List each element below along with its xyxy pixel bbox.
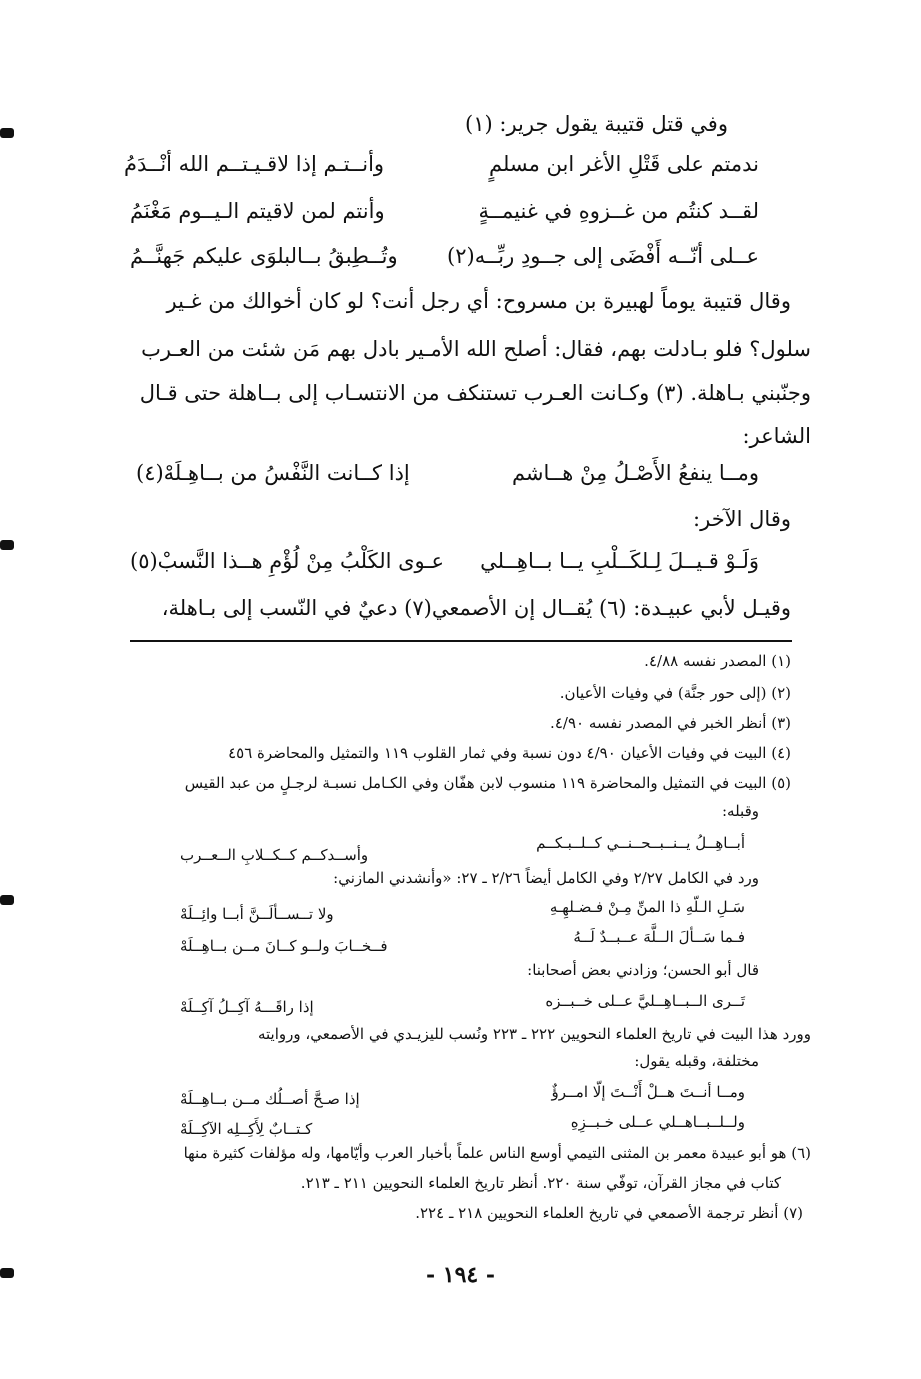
- footnote-verse-right: فـما سَــألَ الــلَّهَ عــبــدٌ لَــهُ: [573, 928, 745, 946]
- footnote-7: (٧) أنظر ترجمة الأصمعي في تاريخ العلماء النحويين ٢١٨ ـ ٢٢٤.: [415, 1204, 803, 1222]
- verse-hemistich-right: ندمتم على قَتْلِ الأغر ابن مسلمٍ: [488, 152, 759, 176]
- verse-hemistich-left: وتُــطِبقُ بــالبلوَى عليكم جَهنَّــمُ: [130, 244, 398, 268]
- footnote-6: (٦) هو أبو عبيدة معمر بن المثنى التيمي أوسع الناس علماً بأخبار العرب وأيّامها، وله مؤلفات كثيرة منها: [183, 1144, 811, 1162]
- footnote-5-line: قال أبو الحسن؛ وزادني بعض أصحابنا:: [527, 961, 759, 979]
- footnote-verse-right: تَــرى الــبــاهِــليَّ عــلى خــبــزه: [545, 992, 745, 1010]
- footnote-5-line: ورد في الكامل ٢/٢٧ وفي الكامل أيضاً ٢/٢٦ ـ ٢٧: «وأنشدني المازني:: [333, 869, 759, 887]
- footnote-verse-left: وأســدكــم كــكــلابِ الــعــرب: [180, 846, 369, 864]
- footnote-separator: [130, 640, 792, 642]
- other-poet-line: وقال الآخر:: [693, 507, 791, 531]
- verse-hemistich-right: وَلَـوْ قـيــلَ لِـلكَــلْبِ يــا بــاهِــلي: [480, 549, 759, 573]
- verse-hemistich-right: عــلى أنّــه أَفْضَى إلى جــودِ ربِّــه(٢): [447, 244, 759, 268]
- margin-mark: [0, 895, 14, 905]
- page-number: - ١٩٤ -: [425, 1262, 496, 1288]
- footnote-verse-left: إذا راقَـــهُ آكِــلُ آكِــلَهْ: [180, 998, 314, 1016]
- verse-hemistich-right: ومــا ينفعُ الأَصْـلُ مِنْ هــاشم: [511, 461, 759, 485]
- footnote-6-line: كتاب في مجاز القرآن، توفّي سنة ٢٢٠. أنظر تاريخ العلماء النحويين ٢١١ ـ ٢١٣.: [300, 1174, 781, 1192]
- footnote-verse-left: ولا تــســألَــنَّ أبــا وائِــلَهْ: [180, 905, 334, 923]
- paragraph-line: وقيـل لأبي عبيـدة: (٦) يُقــال إن الأصمعي(٧) دعيٌ في النّسب إلى بـاهلة،: [161, 596, 791, 620]
- footnote-3: (٣) أنظر الخبر في المصدر نفسه ٤/٩٠.: [550, 714, 791, 732]
- footnote-verse-right: سَـلِ الـلّهِ ذا المنِّ مِـنْ فـضـلهِـهِ: [549, 898, 745, 916]
- footnote-1: (١) المصدر نفسه ٤/٨٨.: [644, 652, 791, 670]
- footnote-verse-left: فــخــابَ ولــو كــانَ مــن بــاهِــلَهْ: [180, 937, 388, 955]
- verse-hemistich-left: وأنــتـم إذا لاقـيـتــم الله أنْــدَمُ: [124, 152, 385, 176]
- footnote-5-line: مختلفة، وقبله يقول:: [634, 1052, 759, 1070]
- footnote-verse-right: أبــاهِــلُ يــنــبــحــنــي كــلــبـكــم: [536, 834, 745, 852]
- footnote-4: (٤) البيت في وفيات الأعيان ٤/٩٠ دون نسبة وفي ثمار القلوب ١١٩ والتمثيل والمحاضرة ٤٥٦: [228, 744, 791, 762]
- footnote-verse-right: ومــا أنــتَ هــلْ أَنْــتَ إلّا امــرؤٌ: [551, 1083, 745, 1101]
- verse-hemistich-left: وأنتم لمن لاقيتم الـيــوم مَغْنَمُ: [130, 199, 385, 223]
- paragraph-line: سلول؟ فلو بـادلت بهم، فقال: أصلح الله الأمـير بادل بهم مَن شئت من العـرب: [141, 337, 811, 361]
- footnote-2: (٢) (إلى حور جنَّة) في وفيات الأعيان.: [559, 684, 791, 702]
- intro-line: وفي قتل قتيبة يقول جرير: (١): [465, 112, 728, 136]
- verse-hemistich-right: لقــد كنتُم من غــزوهِ في غنيمــةٍ: [478, 199, 759, 223]
- margin-mark: [0, 540, 14, 550]
- footnote-5: (٥) البيت في التمثيل والمحاضرة ١١٩ منسوب لابن هفّان وفي الكـامل نسبـة لرجـلٍ من عبد القيس: [184, 774, 791, 792]
- footnote-verse-right: ولــلــبــاهــلي عــلى خـبــزِهِ: [570, 1113, 745, 1131]
- footnote-verse-left: إذا صـحَّ أصــلُك مــن بــاهِــلَهْ: [180, 1090, 360, 1108]
- paragraph-line: الشاعر:: [742, 424, 811, 448]
- margin-mark: [0, 128, 14, 138]
- footnote-5-line: وورد هذا البيت في تاريخ العلماء النحويين ٢٢٢ ـ ٢٢٣ ونُسب لليزيـدي في الأصمعي، وروايته: [257, 1025, 811, 1043]
- footnote-5-line: وقبله:: [721, 802, 759, 820]
- verse-hemistich-left: عـوى الكَلْبُ مِنْ لُؤْمِ هــذا النَّسبْ(٥): [130, 549, 445, 573]
- footnote-verse-left: كـتــابٌ لِأَكِــلِه الآكِــلَهْ: [180, 1120, 313, 1138]
- paragraph-line: وقال قتيبة يوماً لهبيرة بن مسروح: أي رجل أنت؟ لو كان أخوالك من غـير: [166, 289, 791, 313]
- paragraph-line: وجنّبني بـاهلة. (٣) وكـانت العـرب تستنكف من الانتسـاب إلى بــاهلة حتى قـال: [139, 381, 811, 405]
- verse-hemistich-left: إذا كــانت النَّفْسُ من بــاهِـلَهْ(٤): [136, 461, 410, 485]
